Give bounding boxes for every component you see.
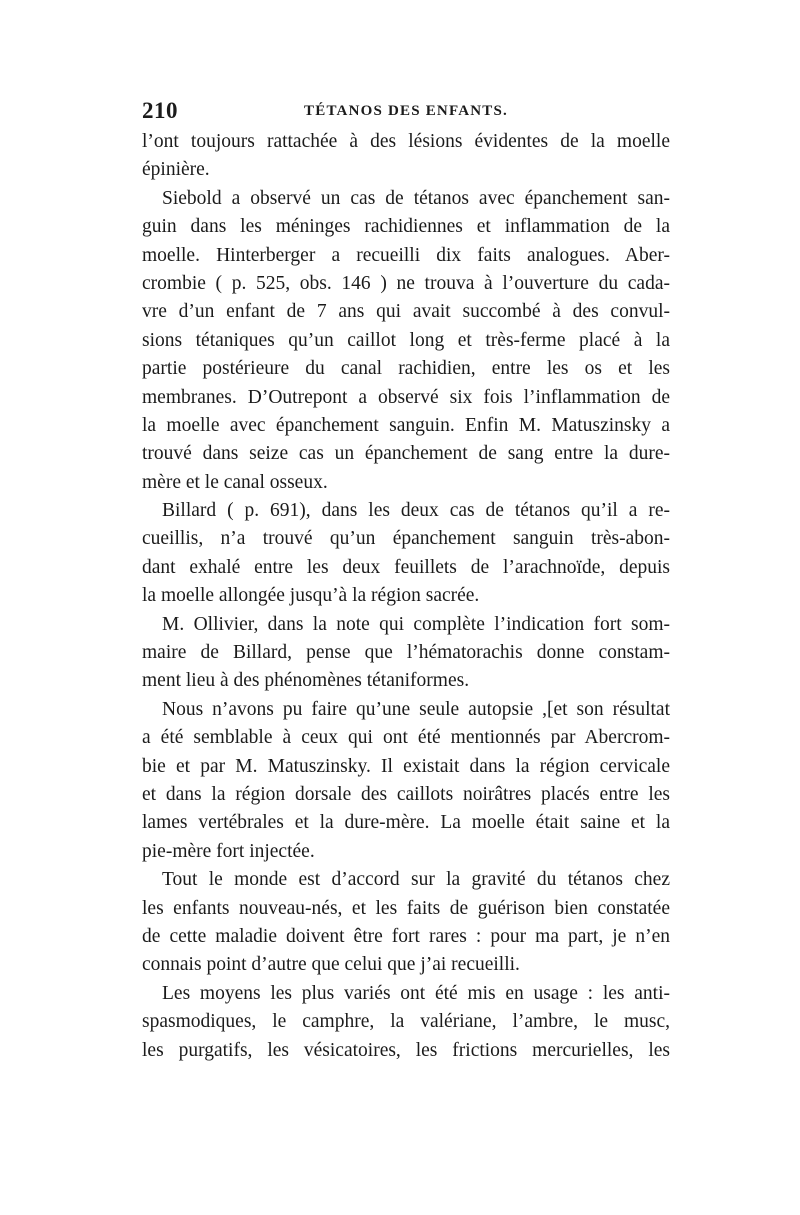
- text-line: la moelle avec épanchement sanguin. Enfin M. Matuszinsky a: [142, 414, 670, 436]
- text-line: et dans la région dorsale des caillots noirâtres placés entre les: [142, 783, 670, 805]
- text-line: cueillis, n’a trouvé qu’un épanchement sanguin très-abon-: [142, 528, 670, 550]
- text-line: lames vertébrales et la dure-mère. La moelle était saine et la: [142, 812, 670, 834]
- text-line: maire de Billard, pense que l’hématorachis donne constam-: [142, 642, 670, 664]
- text-line: guin dans les méninges rachidiennes et inflammation de la: [142, 216, 670, 238]
- text-line: mère et le canal osseux.: [142, 471, 328, 493]
- text-line: membranes. D’Outrepont a observé six fois l’inflammation de: [142, 386, 670, 408]
- page-header: [142, 98, 670, 128]
- text-line: partie postérieure du canal rachidien, entre les os et les: [142, 358, 670, 380]
- text-line: sions tétaniques qu’un caillot long et très-ferme placé à la: [142, 329, 670, 351]
- text-line: Siebold a observé un cas de tétanos avec épanchement san-: [162, 187, 670, 209]
- text-line: moelle. Hinterberger a recueilli dix faits analogues. Aber-: [142, 244, 670, 266]
- text-line: crombie ( p. 525, obs. 146 ) ne trouva à l’ouverture du cada-: [142, 272, 670, 294]
- text-line: trouvé dans seize cas un épanchement de sang entre la dure-: [142, 443, 670, 465]
- text-line: l’ont toujours rattachée à des lésions évidentes de la moelle: [142, 131, 670, 152]
- text-line: les enfants nouveau-nés, et les faits de guérison bien constatée: [142, 897, 670, 919]
- text-line: Nous n’avons pu faire qu’une seule autopsie ,[et son résultat: [162, 698, 670, 720]
- text-line: la moelle allongée jusqu’à la région sacrée.: [142, 585, 480, 607]
- text-line: de cette maladie doivent être fort rares : pour ma part, je n’en: [142, 925, 670, 947]
- text-line: épinière.: [142, 159, 210, 181]
- running-title: TÉTANOS DES ENFANTS.: [304, 103, 508, 119]
- text-line: vre d’un enfant de 7 ans qui avait succombé à des convul-: [142, 301, 670, 323]
- text-line: Les moyens les plus variés ont été mis en usage : les anti-: [162, 982, 670, 1004]
- text-line: pie-mère fort injectée.: [142, 840, 315, 862]
- text-line: spasmodiques, le camphre, la valériane, l’ambre, le musc,: [142, 1011, 670, 1033]
- text-line: dant exhalé entre les deux feuillets de l’arachnoïde, depuis: [142, 556, 670, 578]
- text-line: Tout le monde est d’accord sur la gravité du tétanos chez: [162, 869, 670, 891]
- text-line: M. Ollivier, dans la note qui complète l’indication fort som-: [162, 613, 670, 635]
- page-number: 210: [142, 98, 178, 123]
- text-line: bie et par M. Matuszinsky. Il existait dans la région cervicale: [142, 755, 670, 777]
- text-line: ment lieu à des phénomènes tétaniformes.: [142, 670, 470, 692]
- text-line: a été semblable à ceux qui ont été mentionnés par Abercrom-: [142, 727, 670, 749]
- text-line: les purgatifs, les vésicatoires, les frictions mercurielles, les: [142, 1039, 670, 1061]
- text-line: connais point d’autre que celui que j’ai recueilli.: [142, 954, 520, 976]
- body-text: [142, 128, 670, 1065]
- text-line: Billard ( p. 691), dans les deux cas de tétanos qu’il a re-: [162, 500, 670, 522]
